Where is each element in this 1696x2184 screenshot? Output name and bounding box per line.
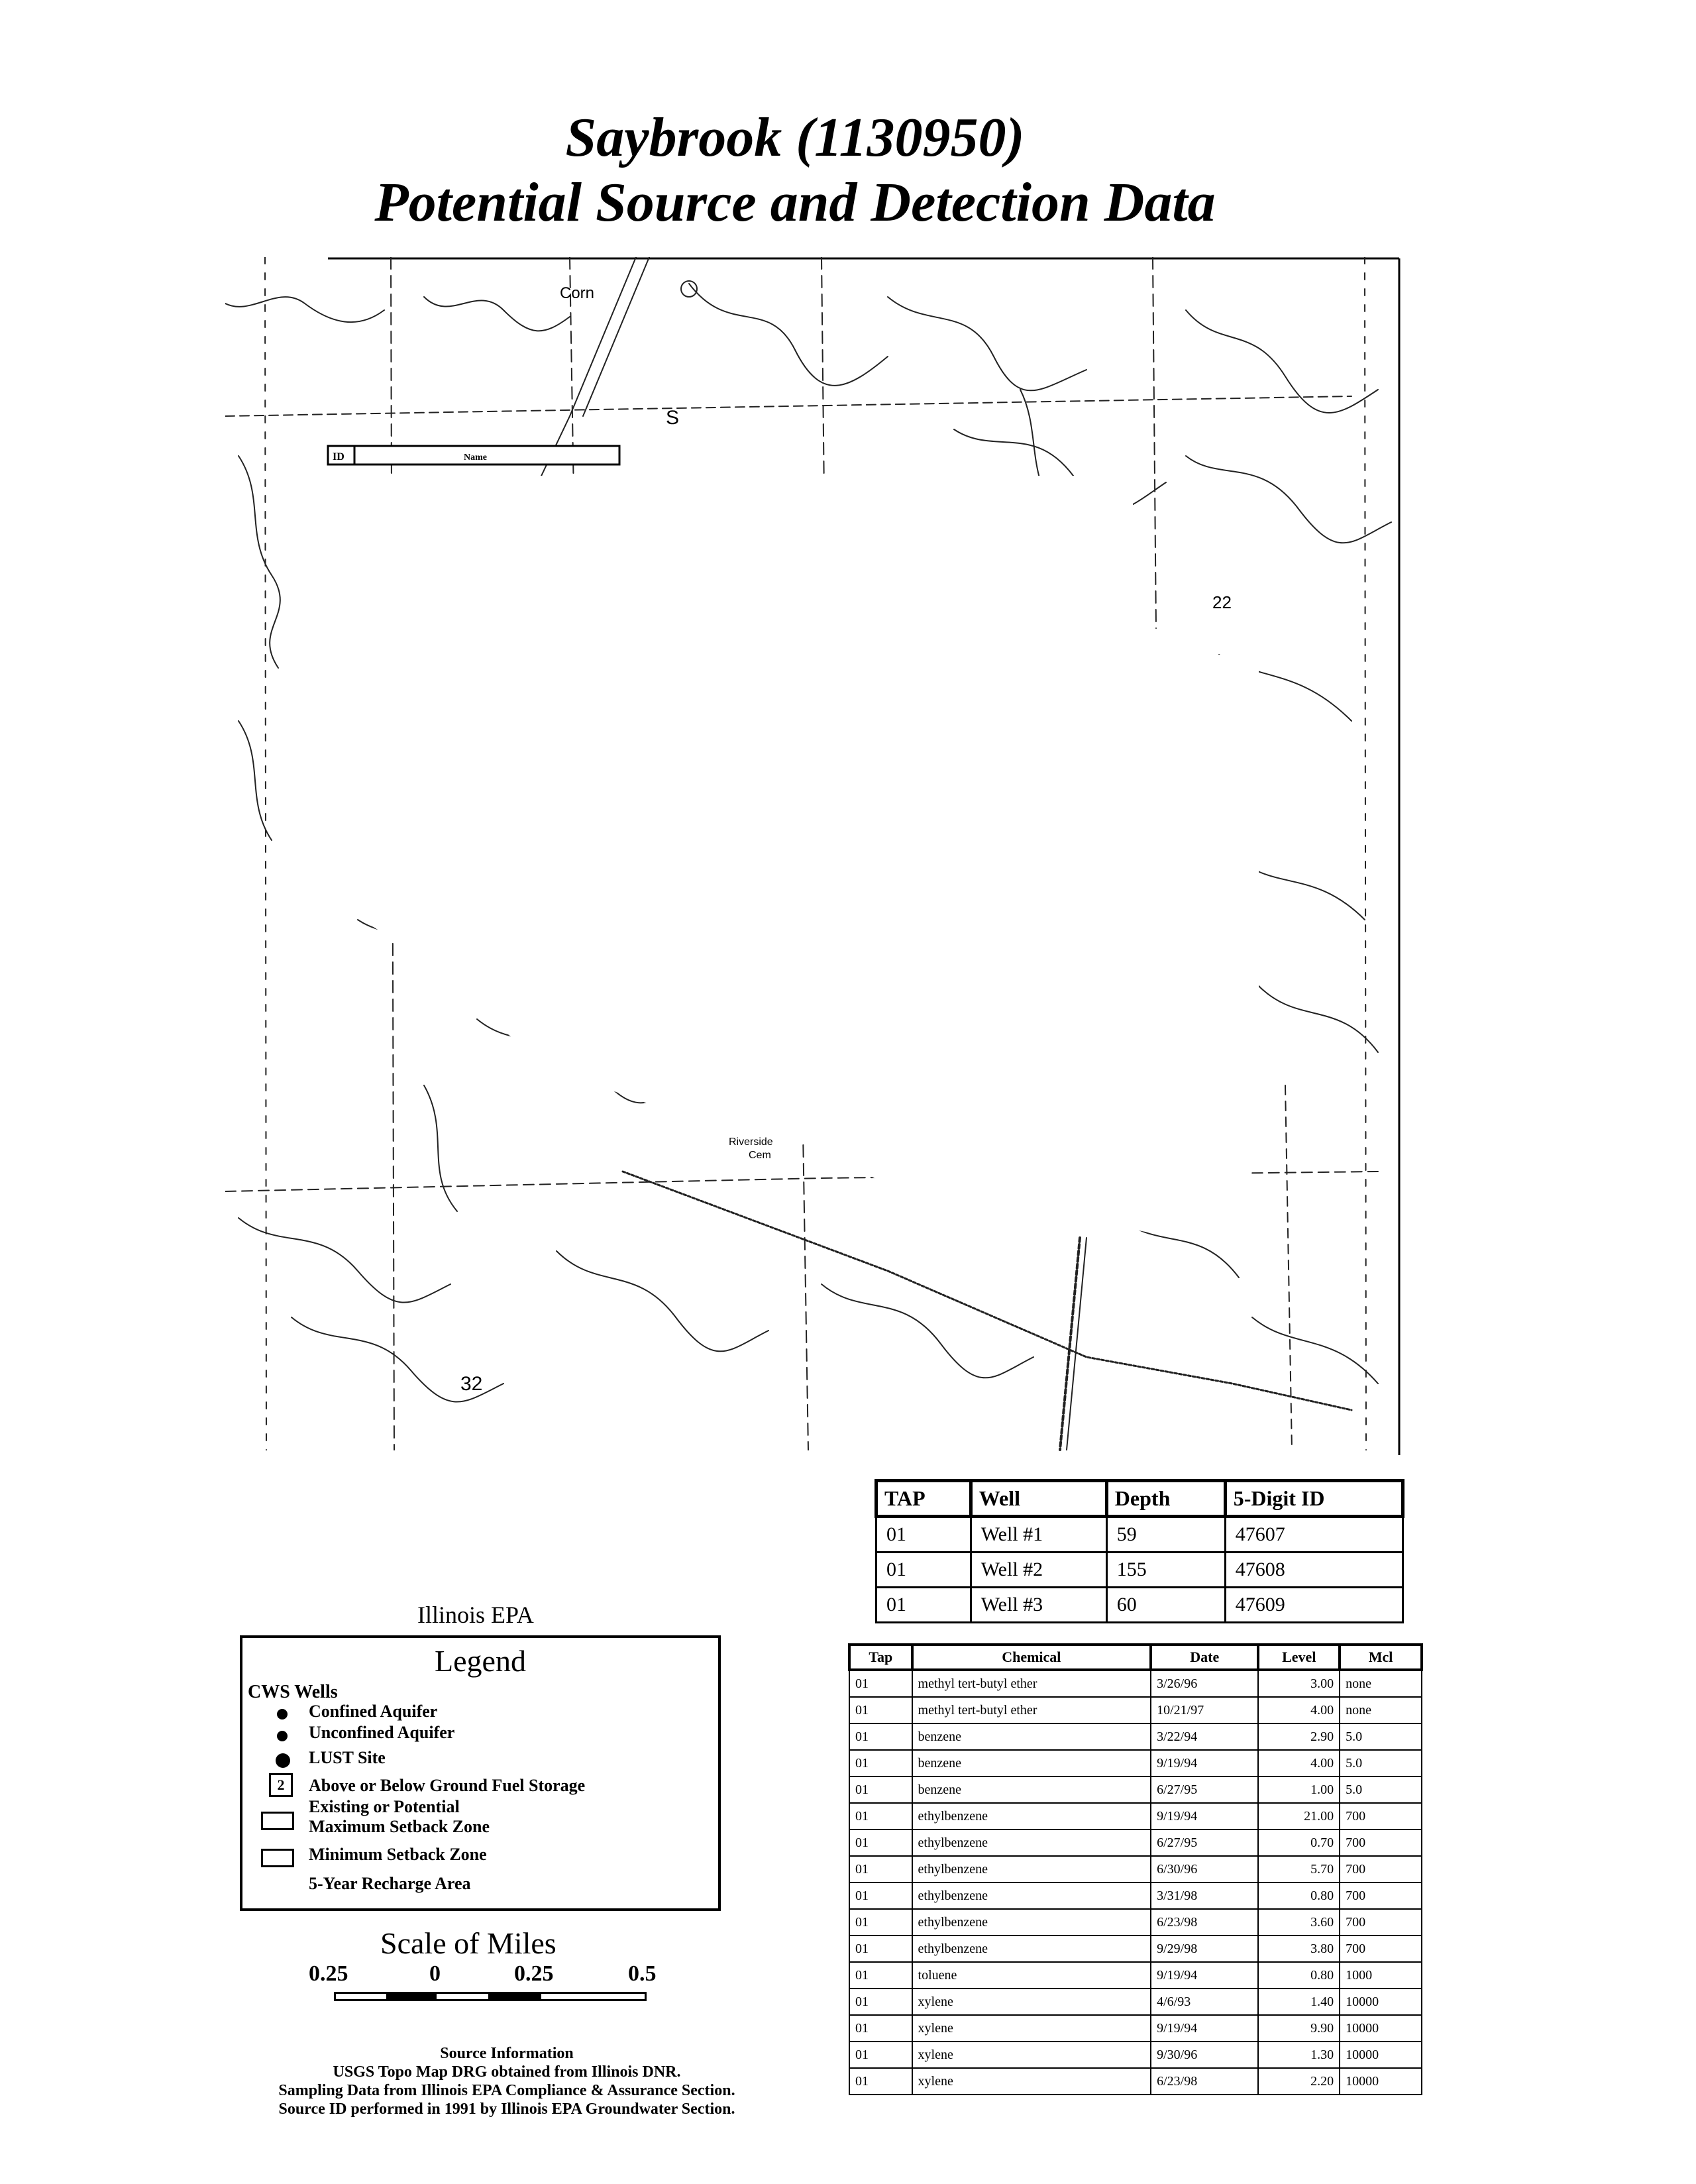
max-setback-zone-icon [261, 1812, 294, 1830]
table-cell: 47609 [1225, 1588, 1403, 1623]
table-row [849, 2015, 1422, 2042]
scale-bar-segment [386, 1994, 437, 1999]
legend-item-confined: Confined Aquifer [309, 1702, 438, 1721]
table-cell: 155 [1106, 1553, 1225, 1588]
chem-cell-tap: 01 [849, 1750, 912, 1776]
label-32: 32 [460, 1373, 483, 1395]
table-cell: 47608 [1225, 1553, 1403, 1588]
chem-cell-mcl: 5.0 [1340, 1776, 1422, 1803]
label-cem: Cem [749, 1150, 771, 1161]
chem-cell-mcl: none [1340, 1670, 1422, 1697]
table-cell: 01 [876, 1553, 971, 1588]
scale-bar-segment [488, 1994, 541, 1999]
chem-cell-tap: 01 [849, 1989, 912, 2015]
chem-cell-level: 4.00 [1258, 1697, 1340, 1723]
chem-cell-chemical: ethylbenzene [912, 1936, 1151, 1962]
table-row [876, 1553, 1403, 1588]
table-row [849, 1989, 1422, 2015]
chem-table-body [849, 1670, 1422, 2095]
wells-col-well: Well [971, 1481, 1106, 1517]
chem-cell-level: 3.60 [1258, 1909, 1340, 1936]
chem-cell-level: 1.40 [1258, 1989, 1340, 2015]
table-row [849, 1697, 1422, 1723]
chem-col-date: Date [1151, 1645, 1258, 1670]
chem-cell-date: 9/19/94 [1151, 1750, 1258, 1776]
chem-cell-mcl: 10000 [1340, 1989, 1422, 2015]
confined-aquifer-icon [277, 1709, 288, 1720]
table-row [849, 1723, 1422, 1750]
page-title: Saybrook (1130950) [565, 107, 1025, 168]
chem-cell-mcl: 10000 [1340, 2042, 1422, 2068]
table-row [849, 1856, 1422, 1883]
chem-cell-level: 9.90 [1258, 2015, 1340, 2042]
table-row [849, 1962, 1422, 1989]
scale-label: 0 [429, 1961, 441, 1986]
chem-cell-chemical: xylene [912, 2068, 1151, 2095]
chem-cell-mcl: 10000 [1340, 2068, 1422, 2095]
chem-cell-date: 6/27/95 [1151, 1776, 1258, 1803]
chem-cell-mcl: 5.0 [1340, 1723, 1422, 1750]
table-row [876, 1588, 1403, 1623]
label-riverside: Riverside [729, 1136, 773, 1148]
chem-cell-level: 5.70 [1258, 1856, 1340, 1883]
chem-cell-date: 6/27/95 [1151, 1829, 1258, 1856]
chem-cell-level: 0.80 [1258, 1883, 1340, 1909]
chem-cell-level: 2.90 [1258, 1723, 1340, 1750]
chem-cell-date: 6/23/98 [1151, 2068, 1258, 2095]
table-cell: 59 [1106, 1517, 1225, 1553]
chem-cell-chemical: toluene [912, 1962, 1151, 1989]
scale-title: Scale of Miles [380, 1926, 556, 1960]
chem-cell-mcl: 700 [1340, 1803, 1422, 1829]
chem-col-mcl: Mcl [1340, 1645, 1422, 1670]
chem-cell-date: 9/29/98 [1151, 1936, 1258, 1962]
chem-cell-date: 4/6/93 [1151, 1989, 1258, 2015]
chem-cell-tap: 01 [849, 1856, 912, 1883]
chem-cell-chemical: benzene [912, 1723, 1151, 1750]
table-row [849, 1909, 1422, 1936]
source-line-3: Source ID performed in 1991 by Illinois EPA Groundwater Section. [278, 2101, 735, 2118]
chem-cell-chemical: xylene [912, 2015, 1151, 2042]
table-row [849, 1750, 1422, 1776]
table-row [849, 1936, 1422, 1962]
wells-table [874, 1479, 1404, 1623]
legend-item-fuel: Above or Below Ground Fuel Storage [309, 1776, 586, 1795]
chem-cell-date: 3/26/96 [1151, 1670, 1258, 1697]
legend-item-lust: LUST Site [309, 1748, 386, 1767]
wells-col-id: 5-Digit ID [1225, 1481, 1403, 1517]
chem-cell-date: 6/23/98 [1151, 1909, 1258, 1936]
chem-cell-level: 0.80 [1258, 1962, 1340, 1989]
chem-cell-level: 2.20 [1258, 2068, 1340, 2095]
chem-cell-level: 21.00 [1258, 1803, 1340, 1829]
table-cell: Well #1 [971, 1517, 1106, 1553]
chem-cell-level: 3.00 [1258, 1670, 1340, 1697]
chem-cell-chemical: methyl tert-butyl ether [912, 1697, 1151, 1723]
topo-map [225, 257, 1404, 1456]
legend-item-min-setback: Minimum Setback Zone [309, 1845, 487, 1864]
table-row [849, 1883, 1422, 1909]
table-row [849, 1803, 1422, 1829]
chem-cell-mcl: 10000 [1340, 2015, 1422, 2042]
chem-cell-level: 1.30 [1258, 2042, 1340, 2068]
chem-cell-tap: 01 [849, 1962, 912, 1989]
chem-cell-tap: 01 [849, 1670, 912, 1697]
wells-col-depth: Depth [1106, 1481, 1225, 1517]
legend-item-max-setback-line2: Maximum Setback Zone [309, 1817, 490, 1836]
label-22: 22 [1212, 592, 1232, 612]
chem-cell-chemical: ethylbenzene [912, 1856, 1151, 1883]
chem-cell-date: 3/22/94 [1151, 1723, 1258, 1750]
chem-cell-mcl: 700 [1340, 1909, 1422, 1936]
table-cell: 01 [876, 1588, 971, 1623]
legend-item-recharge: 5-Year Recharge Area [309, 1874, 471, 1893]
chem-cell-chemical: methyl tert-butyl ether [912, 1670, 1151, 1697]
chem-cell-level: 1.00 [1258, 1776, 1340, 1803]
chem-cell-tap: 01 [849, 2068, 912, 2095]
legend [240, 1635, 721, 1911]
chem-cell-tap: 01 [849, 1776, 912, 1803]
unconfined-aquifer-icon [277, 1731, 288, 1741]
legend-item-unconfined: Unconfined Aquifer [309, 1723, 455, 1742]
scale-label: 0.5 [628, 1961, 657, 1986]
table-cell: 01 [876, 1517, 971, 1553]
chem-cell-chemical: benzene [912, 1750, 1151, 1776]
table-row [876, 1517, 1403, 1553]
chem-cell-level: 3.80 [1258, 1936, 1340, 1962]
chem-cell-chemical: benzene [912, 1776, 1151, 1803]
chem-cell-tap: 01 [849, 2042, 912, 2068]
chem-cell-mcl: 700 [1340, 1936, 1422, 1962]
chem-cell-date: 9/30/96 [1151, 2042, 1258, 2068]
table-cell: Well #3 [971, 1588, 1106, 1623]
chem-cell-chemical: ethylbenzene [912, 1803, 1151, 1829]
chem-cell-mcl: 700 [1340, 1883, 1422, 1909]
min-setback-zone-icon [261, 1849, 294, 1867]
chem-cell-mcl: none [1340, 1697, 1422, 1723]
chem-cell-mcl: 700 [1340, 1856, 1422, 1883]
scale-label: 0.25 [514, 1961, 554, 1986]
agency-name: Illinois EPA [417, 1602, 534, 1628]
chem-col-level: Level [1258, 1645, 1340, 1670]
chem-cell-chemical: ethylbenzene [912, 1829, 1151, 1856]
source-title: Source Information [440, 2045, 574, 2062]
chem-cell-tap: 01 [849, 1803, 912, 1829]
chem-cell-tap: 01 [849, 1723, 912, 1750]
chem-cell-tap: 01 [849, 2015, 912, 2042]
label-s: S [666, 407, 680, 429]
scale-bar [334, 1992, 647, 2001]
chem-cell-tap: 01 [849, 1909, 912, 1936]
chem-cell-date: 6/30/96 [1151, 1856, 1258, 1883]
fuel-storage-icon: 2 [269, 1773, 293, 1797]
table-row [849, 1776, 1422, 1803]
chem-cell-date: 3/31/98 [1151, 1883, 1258, 1909]
source-line-1: USGS Topo Map DRG obtained from Illinois DNR. [333, 2063, 681, 2081]
inset-id-header: ID [333, 451, 344, 463]
table-row [849, 1829, 1422, 1856]
chem-cell-mcl: 700 [1340, 1829, 1422, 1856]
label-corn: Corn [560, 284, 595, 302]
chem-cell-chemical: ethylbenzene [912, 1883, 1151, 1909]
lust-site-icon [276, 1753, 290, 1768]
chem-cell-chemical: ethylbenzene [912, 1909, 1151, 1936]
table-cell: 60 [1106, 1588, 1225, 1623]
chem-cell-level: 0.70 [1258, 1829, 1340, 1856]
source-line-2: Sampling Data from Illinois EPA Compliance & Assurance Section. [278, 2082, 735, 2099]
chem-cell-tap: 01 [849, 1936, 912, 1962]
inset-name-header: Name [464, 453, 487, 463]
legend-group-cws-wells: CWS Wells [248, 1682, 338, 1702]
chem-cell-mcl: 5.0 [1340, 1750, 1422, 1776]
chem-col-chemical: Chemical [912, 1645, 1151, 1670]
wells-col-tap: TAP [876, 1481, 971, 1517]
chem-cell-mcl: 1000 [1340, 1962, 1422, 1989]
page-subtitle: Potential Source and Detection Data [374, 172, 1216, 233]
chem-col-tap: Tap [849, 1645, 912, 1670]
table-cell: 47607 [1225, 1517, 1403, 1553]
chem-cell-date: 10/21/97 [1151, 1697, 1258, 1723]
chem-cell-tap: 01 [849, 1883, 912, 1909]
table-row [849, 1670, 1422, 1697]
chem-cell-chemical: xylene [912, 1989, 1151, 2015]
table-cell: Well #2 [971, 1553, 1106, 1588]
legend-item-max-setback-line1: Existing or Potential [309, 1797, 460, 1816]
chem-header-row [849, 1645, 1422, 1670]
wells-header-row [876, 1481, 1403, 1517]
map-graphic [225, 257, 1404, 1456]
chem-cell-date: 9/19/94 [1151, 2015, 1258, 2042]
chem-cell-tap: 01 [849, 1829, 912, 1856]
chem-cell-level: 4.00 [1258, 1750, 1340, 1776]
chem-cell-tap: 01 [849, 1697, 912, 1723]
chem-cell-chemical: xylene [912, 2042, 1151, 2068]
chem-cell-date: 9/19/94 [1151, 1803, 1258, 1829]
chem-cell-date: 9/19/94 [1151, 1962, 1258, 1989]
legend-title: Legend [435, 1644, 526, 1678]
scale-label: 0.25 [309, 1961, 348, 1986]
detections-table [848, 1643, 1423, 2095]
